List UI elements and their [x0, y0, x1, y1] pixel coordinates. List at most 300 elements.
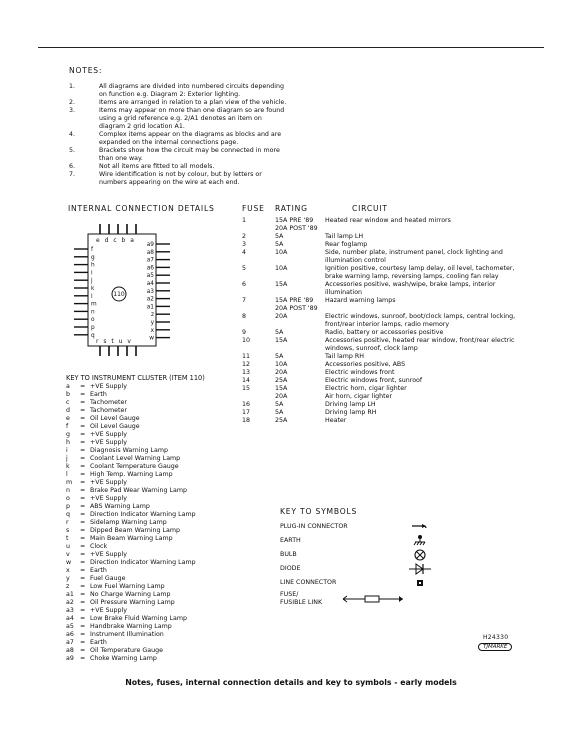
fuse-rating [275, 385, 325, 393]
artist-stamp: TJMARKE [478, 643, 512, 651]
fuse-rating [275, 377, 325, 385]
key-row [66, 559, 196, 567]
key-equals: = [80, 463, 86, 470]
key-cluster-title: KEY TO INSTRUMENT CLUSTER (ITEM 110) [66, 374, 205, 382]
note-text [99, 147, 280, 163]
fuse-number: 1 [242, 217, 247, 224]
fuse-row [242, 377, 524, 385]
key-equals: = [80, 487, 86, 494]
key-row [66, 391, 196, 399]
key-description: +VE Supply [90, 479, 128, 486]
fuse-rating-line: 5A [275, 241, 284, 248]
key-description: Oil Pressure Warning Lamp [90, 599, 175, 606]
note-line: numbers appearing on the wire at each end. [99, 179, 240, 186]
key-equals: = [80, 447, 86, 454]
key-equals: = [80, 567, 86, 574]
left-pin-label: m [91, 301, 97, 308]
note-number: 1. [69, 83, 76, 90]
key-description: +VE Supply [90, 431, 128, 438]
fuse-icon [340, 594, 406, 604]
fuse-rating-line: 20A [275, 369, 288, 376]
symbol-diode [280, 562, 432, 576]
key-row [66, 543, 196, 551]
note-item [69, 147, 286, 163]
right-pin-label: a7 [146, 257, 154, 264]
key-equals: = [80, 599, 86, 606]
key-equals: = [80, 575, 86, 582]
key-code: z [66, 583, 70, 590]
fuse-rating-line: 15A PRE '89 [275, 297, 314, 304]
fuse-rating [275, 249, 325, 265]
key-equals: = [80, 455, 86, 462]
note-line: Not all items are fitted to all models. [99, 163, 215, 170]
key-description: Low Brake Fluid Warning Lamp [90, 615, 187, 622]
key-equals: = [80, 607, 86, 614]
key-description: Earth [90, 567, 107, 574]
fuse-row [242, 369, 524, 377]
symbol-earth [280, 534, 432, 548]
key-equals: = [80, 591, 86, 598]
key-equals: = [80, 399, 86, 406]
fuse-circuit: Driving lamp LH [325, 401, 376, 408]
fuse-circuit: Accessories positive, ABS [325, 361, 406, 368]
note-item [69, 83, 286, 99]
fuse-rating [275, 409, 325, 417]
key-row [66, 535, 196, 543]
key-equals: = [80, 431, 86, 438]
fuse-rating [275, 361, 325, 369]
key-equals: = [80, 383, 86, 390]
left-pin-label: i [91, 270, 93, 277]
key-description: ABS Warning Lamp [90, 503, 150, 510]
fuse-number: 11 [242, 353, 251, 360]
note-number: 2. [69, 99, 76, 106]
key-code: a3 [66, 607, 74, 614]
fuse-rating-line: 5A [275, 401, 284, 408]
left-pin-label: g [91, 254, 95, 261]
rating-header: RATING [275, 204, 308, 213]
key-description: +VE Supply [90, 607, 128, 614]
key-equals: = [80, 479, 86, 486]
fuse-circuit: Driving lamp RH [325, 409, 377, 416]
key-code: q [66, 511, 70, 518]
note-text [99, 171, 262, 187]
fuse-rating-line: 15A [275, 385, 288, 392]
fuse-row [242, 249, 524, 265]
key-code: a6 [66, 631, 74, 638]
note-text [99, 83, 284, 99]
note-line: Brackets show how the circuit may be connected in more [99, 147, 280, 154]
fuse-circuit: Accessories positive, heated rear window, front/rear electric windows, sunroof, clock lamp [325, 337, 515, 352]
fuse-row [242, 233, 524, 241]
fuse-rating-line: 20A [275, 313, 288, 320]
symbol-label: EARTH [280, 537, 301, 544]
fuse-circuit: Electric windows front [325, 369, 395, 376]
fuse-rating-line: 5A [275, 329, 284, 336]
symbols-list [280, 520, 432, 608]
circuit-header: CIRCUIT [352, 204, 388, 213]
symbol-label: DIODE [280, 565, 301, 572]
key-code: j [66, 455, 68, 462]
key-row [66, 639, 196, 647]
key-row [66, 471, 196, 479]
line-connector-icon [408, 578, 432, 588]
fuse-number: 5 [242, 265, 247, 272]
key-code: a8 [66, 647, 74, 654]
key-code: v [66, 551, 70, 558]
fuse-row [242, 337, 524, 353]
fuse-row [242, 353, 524, 361]
key-row [66, 615, 196, 623]
key-row [66, 455, 196, 463]
note-item [69, 107, 286, 131]
right-pin-label: a9 [146, 242, 154, 248]
key-description: Dipped Beam Warning Lamp [90, 527, 181, 534]
symbols-title: KEY TO SYMBOLS [280, 507, 358, 516]
key-code: t [66, 535, 69, 542]
fuse-rating-line: 5A [275, 409, 284, 416]
top-pin-letters: e d c b a [96, 237, 136, 244]
key-description: Earth [90, 639, 107, 646]
left-pin-label: n [91, 309, 95, 316]
key-code: b [66, 391, 70, 398]
fuse-circuit: Rear foglamp [325, 241, 368, 248]
note-item [69, 131, 286, 147]
note-line: Complex items appear on the diagrams as blocks and are [99, 131, 282, 138]
key-code: f [66, 423, 69, 430]
fuse-rating [275, 353, 325, 361]
fuse-circuit: Tail lamp LH [325, 233, 364, 240]
note-line: on function e.g. Diagram 2: Exterior lighting. [99, 91, 241, 98]
fuse-circuit: Electric windows, sunroof, boot/clock lamps, central locking, front/rear interior lamps, radio memory [325, 313, 516, 328]
fuse-row [242, 297, 524, 313]
fuse-circuit: Electric horn, cigar lighter [325, 385, 407, 392]
key-code: x [66, 567, 70, 574]
fuse-row [242, 385, 524, 393]
key-description: Sidelamp Warning Lamp [90, 519, 167, 526]
fuse-number: 10 [242, 337, 251, 344]
left-pin-label: o [91, 317, 95, 324]
key-row [66, 503, 196, 511]
key-description: Clock [90, 543, 108, 550]
key-description: Tachometer [90, 399, 127, 406]
fuse-circuit: Radio, battery or accessories positive [325, 329, 444, 336]
fuse-row [242, 265, 524, 281]
fuse-row [242, 393, 524, 401]
right-pin-label: a8 [146, 249, 154, 256]
key-code: d [66, 407, 70, 414]
fuse-rating [275, 401, 325, 409]
fuse-rating-line: 25A [275, 377, 288, 384]
right-pin-label: a5 [146, 273, 154, 280]
key-description: Diagnosis Warning Lamp [90, 447, 168, 454]
fuse-rating-line: 20A [275, 393, 288, 400]
notes-list [69, 83, 286, 187]
key-description: Coolant Level Warning Lamp [90, 455, 181, 462]
note-text [99, 163, 214, 171]
fuse-rating [275, 329, 325, 337]
key-code: p [66, 503, 70, 510]
key-row [66, 599, 196, 607]
key-code: w [66, 559, 72, 566]
fuse-number: 12 [242, 361, 251, 368]
fuse-rating [275, 265, 325, 281]
note-line: expanded on the internal connections page. [99, 139, 239, 146]
key-row [66, 463, 196, 471]
fuse-number: 14 [242, 377, 251, 384]
key-description: Instrument Illumination [90, 631, 164, 638]
fuse-number: 13 [242, 369, 251, 376]
fuse-rating-line: 15A PRE '89 [275, 217, 314, 224]
fuse-row [242, 313, 524, 329]
key-cluster-list [66, 383, 196, 663]
note-line: using a grid reference e.g. 2/A1 denotes an item on [99, 115, 262, 122]
symbol-label: LINE CONNECTOR [280, 579, 337, 586]
note-number: 3. [69, 107, 76, 114]
key-description: Oil Level Gauge [90, 415, 140, 422]
symbol-label: BULB [280, 551, 297, 558]
fuse-circuit: Side, number plate, instrument panel, clock lighting and illumination control [325, 249, 503, 264]
fuse-rating [275, 217, 325, 233]
key-code: i [66, 447, 68, 454]
fuse-header: FUSE [242, 204, 265, 213]
fuse-rating [275, 337, 325, 353]
fuse-number: 8 [242, 313, 247, 320]
left-pin-label: j [91, 278, 93, 285]
fuse-rating-line: 15A [275, 281, 288, 288]
key-row [66, 631, 196, 639]
fuse-rating [275, 233, 325, 241]
right-pin-label: a6 [146, 265, 154, 272]
plug-in-connector-icon [408, 522, 432, 532]
right-pin-label: a2 [146, 296, 154, 303]
key-description: Earth [90, 391, 107, 398]
fuse-circuit: Heated rear window and heated mirrors [325, 217, 451, 224]
key-code: r [66, 519, 69, 526]
fuse-number [242, 393, 275, 401]
key-code: o [66, 495, 70, 502]
key-row [66, 527, 196, 535]
fuse-number: 7 [242, 297, 247, 304]
key-code: k [66, 463, 70, 470]
reference-code: H24330 [483, 634, 509, 641]
key-row [66, 407, 196, 415]
key-code: a9 [66, 655, 74, 662]
symbol-bulb [280, 548, 432, 562]
key-description: +VE Supply [90, 495, 128, 502]
fuse-circuit: Accessories positive, wash/wipe, brake lamps, interior illumination [325, 281, 496, 296]
key-equals: = [80, 391, 86, 398]
key-row [66, 383, 196, 391]
note-line: than one way. [99, 155, 143, 162]
note-text [99, 107, 284, 131]
symbol-fuse [280, 590, 432, 608]
note-number: 7. [69, 171, 76, 178]
fuse-number: 15 [242, 385, 251, 392]
key-description: +VE Supply [90, 383, 128, 390]
key-description: Oil Level Gauge [90, 423, 140, 430]
fuse-rating [275, 281, 325, 297]
key-equals: = [80, 407, 86, 414]
key-description: Tachometer [90, 407, 127, 414]
key-row [66, 591, 196, 599]
key-equals: = [80, 511, 86, 518]
fuse-rating-line: 5A [275, 353, 284, 360]
fuse-number: 16 [242, 401, 251, 408]
key-row [66, 423, 196, 431]
symbol-label: FUSE/ FUSIBLE LINK [280, 591, 323, 606]
key-equals: = [80, 535, 86, 542]
left-pin-label: h [91, 262, 95, 269]
key-description: Handbrake Warning Lamp [90, 623, 172, 630]
note-line: diagram 2 grid location A1. [99, 123, 185, 130]
fuse-rating [275, 417, 325, 425]
fuse-number: 17 [242, 409, 251, 416]
fuse-number: 6 [242, 281, 247, 288]
key-description: Coolant Temperature Gauge [90, 463, 179, 470]
key-description: Oil Temperature Gauge [90, 647, 163, 654]
key-row [66, 623, 196, 631]
key-equals: = [80, 503, 86, 510]
fuse-circuit: Tail lamp RH [325, 353, 365, 360]
key-equals: = [80, 551, 86, 558]
fuse-circuit: Hazard warning lamps [325, 297, 396, 304]
fuse-number: 4 [242, 249, 247, 256]
key-code: a1 [66, 591, 74, 598]
key-equals: = [80, 583, 86, 590]
key-equals: = [80, 543, 86, 550]
key-description: Main Beam Warning Lamp [90, 535, 173, 542]
fuse-circuit: Heater [325, 417, 347, 424]
key-description: High Temp. Warning Lamp [90, 471, 173, 478]
key-code: g [66, 431, 70, 438]
right-pin-label: x [150, 327, 154, 334]
key-equals: = [80, 639, 86, 646]
top-rule [38, 47, 544, 48]
key-equals: = [80, 423, 86, 430]
fuse-rating-line: 20A POST '89 [275, 305, 318, 312]
key-equals: = [80, 647, 86, 654]
note-line: Items may appear on more than one diagram so are found [99, 107, 285, 114]
right-pin-label: a1 [146, 304, 154, 311]
note-line: Wire identification is not by colour, but by letters or [99, 171, 262, 178]
key-row [66, 431, 196, 439]
fuse-number: 18 [242, 417, 251, 424]
note-number: 6. [69, 163, 76, 170]
key-description: Choke Warning Lamp [90, 655, 157, 662]
key-equals: = [80, 615, 86, 622]
fuse-rating-line: 10A [275, 361, 288, 368]
fuse-rating [275, 297, 325, 313]
symbol-label: PLUG-IN CONNECTOR [280, 523, 348, 530]
left-pin-label: k [91, 286, 95, 292]
fuse-circuit: Air horn, cigar lighter [325, 393, 393, 400]
figure-caption: Notes, fuses, internal connection details and key to symbols - early models [125, 678, 457, 687]
fuse-row [242, 401, 524, 409]
fuse-number: 3 [242, 241, 247, 248]
key-row [66, 415, 196, 423]
key-equals: = [80, 623, 86, 630]
key-description: Low Fuel Warning Lamp [90, 583, 165, 590]
key-description: No Charge Warning Lamp [90, 591, 171, 598]
key-row [66, 447, 196, 455]
key-equals: = [80, 655, 86, 662]
key-code: u [66, 543, 70, 550]
right-pin-label: w [149, 335, 154, 342]
key-description: Direction Indicator Warning Lamp [90, 511, 196, 518]
fuse-rating-line: 25A [275, 417, 288, 424]
key-description: Fuel Gauge [90, 575, 126, 582]
key-code: c [66, 399, 70, 406]
note-item [69, 171, 286, 187]
fuse-rating-line: 10A [275, 265, 288, 272]
key-equals: = [80, 439, 86, 446]
right-pin-label: z [150, 312, 154, 319]
fuse-number: 9 [242, 329, 247, 336]
key-code: n [66, 487, 70, 494]
note-text [99, 131, 281, 147]
note-line: Items are arranged in relation to a plan view of the vehicle. [99, 99, 287, 106]
fuse-rating [275, 393, 325, 401]
key-row [66, 647, 196, 655]
note-item [69, 163, 286, 171]
key-code: l [66, 471, 68, 478]
left-pin-label: l [91, 293, 93, 300]
fuse-table [242, 217, 524, 425]
fuse-rating [275, 241, 325, 249]
key-equals: = [80, 495, 86, 502]
note-number: 5. [69, 147, 76, 154]
key-code: y [66, 575, 70, 582]
fuse-row [242, 241, 524, 249]
key-description: +VE Supply [90, 439, 128, 446]
key-row [66, 583, 196, 591]
key-equals: = [80, 415, 86, 422]
internal-connection-title: INTERNAL CONNECTION DETAILS [68, 204, 215, 213]
right-pin-label: y [150, 320, 154, 326]
fuse-number: 2 [242, 233, 247, 240]
key-row [66, 519, 196, 527]
key-code: a7 [66, 639, 74, 646]
notes-title: NOTES: [69, 66, 103, 75]
fuse-circuit: Electric windows front, sunroof [325, 377, 423, 384]
key-equals: = [80, 559, 86, 566]
fuse-rating [275, 313, 325, 329]
left-pin-label: p [91, 325, 95, 331]
symbol-line-connector [280, 576, 432, 590]
note-text [99, 99, 286, 107]
key-row [66, 551, 196, 559]
note-number: 4. [69, 131, 76, 138]
key-row [66, 511, 196, 519]
instrument-cluster-connector-diagram [66, 222, 176, 370]
key-description: Brake Pad Wear Warning Lamp [90, 487, 188, 494]
key-row [66, 607, 196, 615]
note-line: All diagrams are divided into numbered circuits depending [99, 83, 285, 90]
key-row [66, 487, 196, 495]
fuse-row [242, 361, 524, 369]
right-pin-label: a4 [146, 281, 154, 287]
symbol-plug-in-connector [280, 520, 432, 534]
fuse-rating-line: 15A [275, 337, 288, 344]
fuse-row [242, 409, 524, 417]
key-row [66, 439, 196, 447]
fuse-rating-line: 10A [275, 249, 288, 256]
key-equals: = [80, 631, 86, 638]
fuse-row [242, 329, 524, 337]
key-equals: = [80, 527, 86, 534]
fuse-rating-line: 20A POST '89 [275, 225, 318, 232]
